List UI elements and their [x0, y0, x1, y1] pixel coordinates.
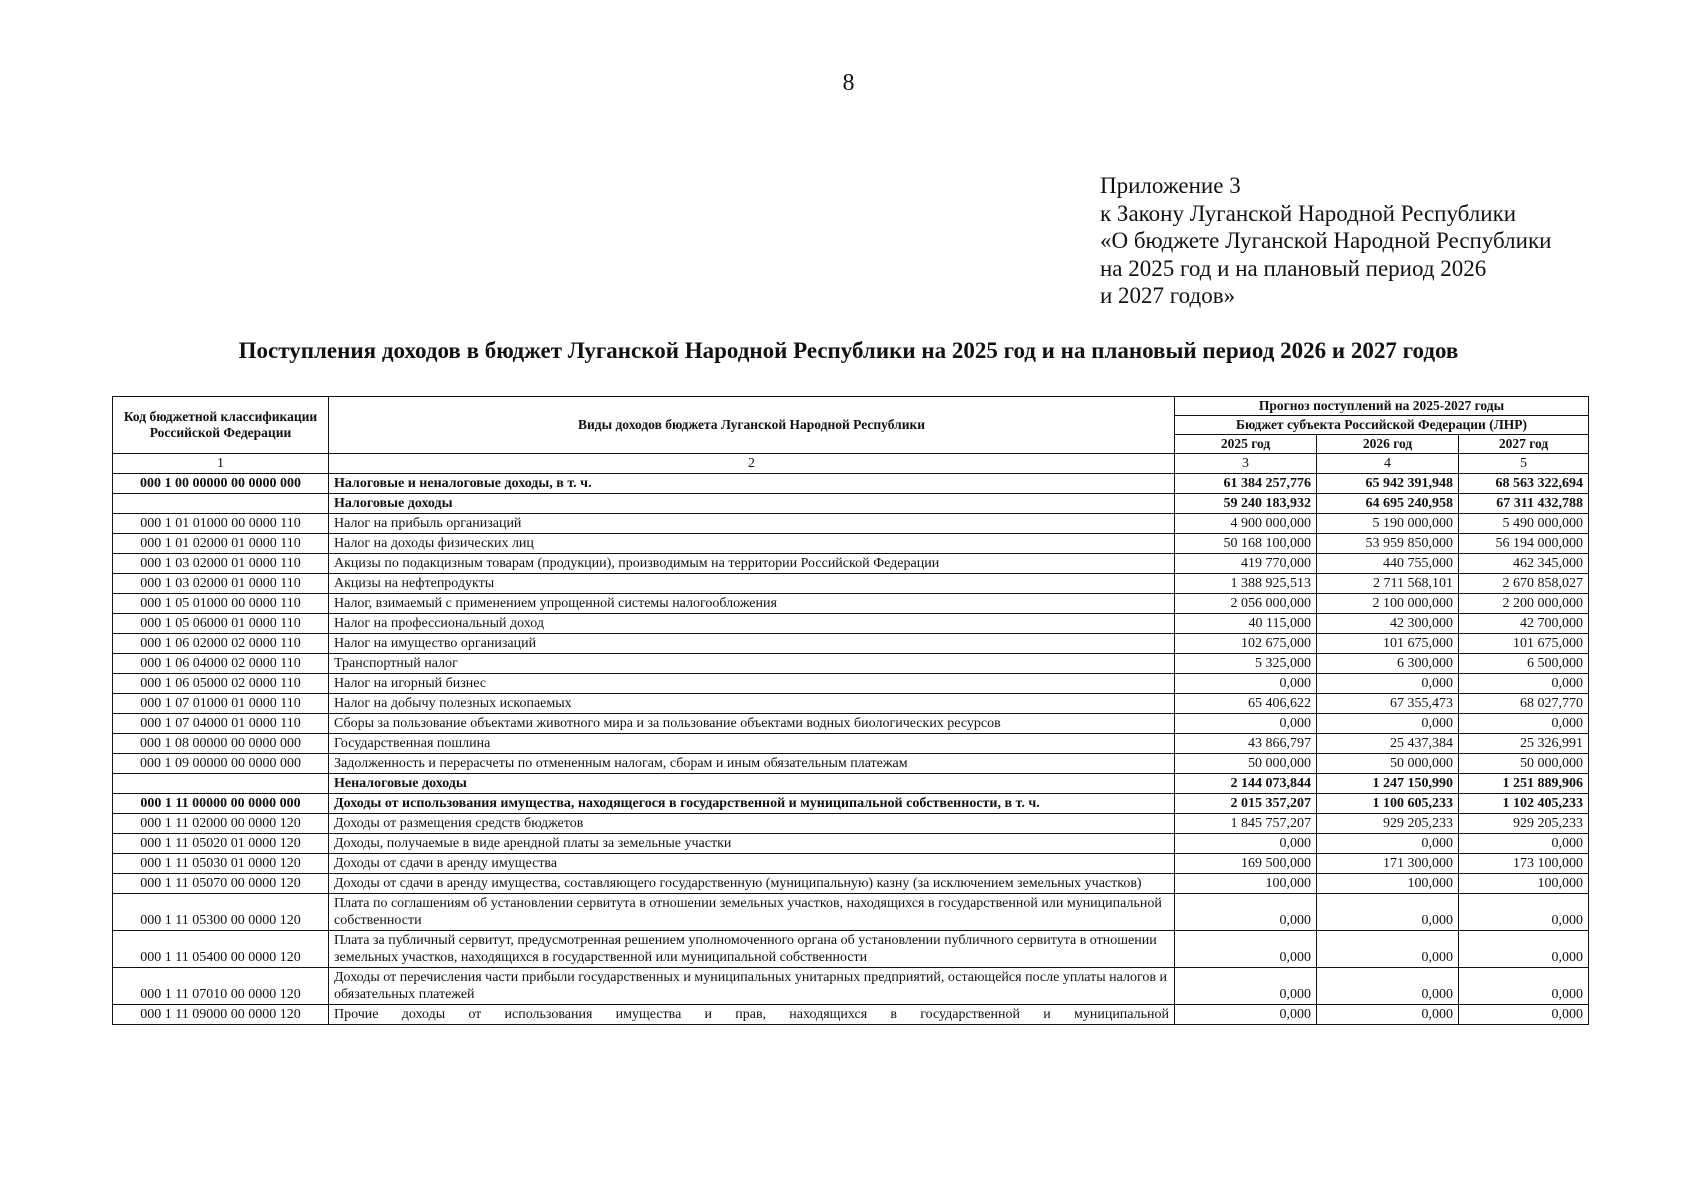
name-cell: Налоговые доходы — [329, 494, 1175, 514]
name-cell: Сборы за пользование объектами животного мира и за пользование объектами водных биологических ресурсов — [329, 714, 1175, 734]
value-2026-cell: 101 675,000 — [1317, 634, 1459, 654]
value-2027-cell: 2 670 858,027 — [1459, 574, 1589, 594]
table-row — [113, 474, 1589, 494]
value-2027-cell: 42 700,000 — [1459, 614, 1589, 634]
column-index: 1 — [113, 454, 329, 474]
header-name: Виды доходов бюджета Луганской Народной Республики — [329, 397, 1175, 454]
value-2027-cell: 0,000 — [1459, 714, 1589, 734]
value-2026-cell: 929 205,233 — [1317, 814, 1459, 834]
value-2026-cell: 0,000 — [1317, 1005, 1459, 1025]
table-row — [113, 1005, 1589, 1025]
column-index: 4 — [1317, 454, 1459, 474]
code-cell: 000 1 11 00000 00 0000 000 — [113, 794, 329, 814]
value-2027-cell: 25 326,991 — [1459, 734, 1589, 754]
code-cell: 000 1 08 00000 00 0000 000 — [113, 734, 329, 754]
value-2025-cell: 0,000 — [1175, 894, 1317, 931]
value-2025-cell: 2 056 000,000 — [1175, 594, 1317, 614]
value-2025-cell: 65 406,622 — [1175, 694, 1317, 714]
table-row — [113, 794, 1589, 814]
header-code: Код бюджетной классификации Российской Федерации — [113, 397, 329, 454]
code-cell: 000 1 03 02000 01 0000 110 — [113, 554, 329, 574]
value-2027-cell: 0,000 — [1459, 1005, 1589, 1025]
name-cell: Налог на имущество организаций — [329, 634, 1175, 654]
name-cell: Акцизы на нефтепродукты — [329, 574, 1175, 594]
column-index: 2 — [329, 454, 1175, 474]
value-2027-cell: 1 102 405,233 — [1459, 794, 1589, 814]
value-2027-cell: 5 490 000,000 — [1459, 514, 1589, 534]
value-2026-cell: 5 190 000,000 — [1317, 514, 1459, 534]
table-row — [113, 534, 1589, 554]
table-row — [113, 694, 1589, 714]
name-cell: Доходы от сдачи в аренду имущества, составляющего государственную (муниципальную) казну (за исключением земельных участков) — [329, 874, 1175, 894]
value-2026-cell: 65 942 391,948 — [1317, 474, 1459, 494]
name-cell: Государственная пошлина — [329, 734, 1175, 754]
table-row — [113, 774, 1589, 794]
table-row — [113, 634, 1589, 654]
value-2025-cell: 100,000 — [1175, 874, 1317, 894]
value-2026-cell: 100,000 — [1317, 874, 1459, 894]
revenue-table — [112, 396, 1589, 1025]
code-cell — [113, 494, 329, 514]
appendix-line: на 2025 год и на плановый период 2026 — [1100, 255, 1487, 281]
code-cell — [113, 774, 329, 794]
table-row — [113, 554, 1589, 574]
value-2025-cell: 4 900 000,000 — [1175, 514, 1317, 534]
value-2025-cell: 61 384 257,776 — [1175, 474, 1317, 494]
code-cell: 000 1 11 02000 00 0000 120 — [113, 814, 329, 834]
name-cell: Акцизы по подакцизным товарам (продукции), производимым на территории Российской Федерации — [329, 554, 1175, 574]
value-2025-cell: 2 015 357,207 — [1175, 794, 1317, 814]
value-2026-cell: 2 711 568,101 — [1317, 574, 1459, 594]
document-title: Поступления доходов в бюджет Луганской Народной Республики на 2025 год и на плановый период 2026 и 2027 годов — [238, 338, 1459, 363]
value-2027-cell: 0,000 — [1459, 968, 1589, 1005]
table-row — [113, 654, 1589, 674]
name-cell: Налоговые и неналоговые доходы, в т. ч. — [329, 474, 1175, 494]
value-2026-cell: 171 300,000 — [1317, 854, 1459, 874]
name-cell: Доходы, получаемые в виде арендной платы за земельные участки — [329, 834, 1175, 854]
value-2025-cell: 59 240 183,932 — [1175, 494, 1317, 514]
value-2027-cell: 101 675,000 — [1459, 634, 1589, 654]
value-2025-cell: 0,000 — [1175, 834, 1317, 854]
code-cell: 000 1 06 04000 02 0000 110 — [113, 654, 329, 674]
value-2027-cell: 50 000,000 — [1459, 754, 1589, 774]
value-2025-cell: 0,000 — [1175, 931, 1317, 968]
table-row — [113, 734, 1589, 754]
appendix-line: и 2027 годов» — [1100, 283, 1236, 308]
code-cell: 000 1 11 05020 01 0000 120 — [113, 834, 329, 854]
name-cell: Задолженность и перерасчеты по отмененным налогам, сборам и иным обязательным платежам — [329, 754, 1175, 774]
header-2025: 2025 год — [1175, 435, 1317, 454]
value-2026-cell: 1 247 150,990 — [1317, 774, 1459, 794]
value-2025-cell: 0,000 — [1175, 968, 1317, 1005]
value-2026-cell: 0,000 — [1317, 674, 1459, 694]
header-budget: Бюджет субъекта Российской Федерации (ЛНР) — [1175, 416, 1589, 435]
value-2026-cell: 440 755,000 — [1317, 554, 1459, 574]
value-2027-cell: 0,000 — [1459, 834, 1589, 854]
value-2027-cell: 929 205,233 — [1459, 814, 1589, 834]
value-2026-cell: 67 355,473 — [1317, 694, 1459, 714]
value-2027-cell: 173 100,000 — [1459, 854, 1589, 874]
table-header — [113, 397, 1589, 474]
value-2025-cell: 102 675,000 — [1175, 634, 1317, 654]
value-2026-cell: 0,000 — [1317, 834, 1459, 854]
table-row — [113, 574, 1589, 594]
value-2027-cell: 6 500,000 — [1459, 654, 1589, 674]
value-2026-cell: 0,000 — [1317, 894, 1459, 931]
table-row — [113, 714, 1589, 734]
table-row — [113, 814, 1589, 834]
name-cell: Плата за публичный сервитут, предусмотренная решением уполномоченного органа об установлении публичного сервитута в отношении земельных участков, находящихся в государственной или муниципальной собственности — [329, 931, 1175, 968]
value-2025-cell: 2 144 073,844 — [1175, 774, 1317, 794]
value-2027-cell: 1 251 889,906 — [1459, 774, 1589, 794]
header-forecast: Прогноз поступлений на 2025-2027 годы — [1175, 397, 1589, 416]
value-2026-cell: 42 300,000 — [1317, 614, 1459, 634]
value-2025-cell: 0,000 — [1175, 1005, 1317, 1025]
name-cell: Доходы от размещения средств бюджетов — [329, 814, 1175, 834]
code-cell: 000 1 06 02000 02 0000 110 — [113, 634, 329, 654]
value-2027-cell: 0,000 — [1459, 674, 1589, 694]
value-2026-cell: 1 100 605,233 — [1317, 794, 1459, 814]
appendix-note — [1100, 172, 1551, 310]
name-cell: Неналоговые доходы — [329, 774, 1175, 794]
value-2026-cell: 0,000 — [1317, 931, 1459, 968]
value-2025-cell: 1 388 925,513 — [1175, 574, 1317, 594]
value-2027-cell: 100,000 — [1459, 874, 1589, 894]
table-row — [113, 854, 1589, 874]
column-index: 3 — [1175, 454, 1317, 474]
value-2025-cell: 419 770,000 — [1175, 554, 1317, 574]
name-cell: Налог на прибыль организаций — [329, 514, 1175, 534]
name-cell: Налог на добычу полезных ископаемых — [329, 694, 1175, 714]
code-cell: 000 1 07 04000 01 0000 110 — [113, 714, 329, 734]
code-cell: 000 1 05 06000 01 0000 110 — [113, 614, 329, 634]
appendix-line: «О бюджете Луганской Народной Республики — [1100, 228, 1552, 253]
header-2027: 2027 год — [1459, 435, 1589, 454]
name-cell: Доходы от использования имущества, находящегося в государственной и муниципальной собственности, в т. ч. — [329, 794, 1175, 814]
value-2027-cell: 2 200 000,000 — [1459, 594, 1589, 614]
value-2025-cell: 40 115,000 — [1175, 614, 1317, 634]
code-cell: 000 1 11 05400 00 0000 120 — [113, 931, 329, 968]
name-cell: Доходы от сдачи в аренду имущества — [329, 854, 1175, 874]
table-row — [113, 674, 1589, 694]
value-2025-cell: 43 866,797 — [1175, 734, 1317, 754]
value-2025-cell: 5 325,000 — [1175, 654, 1317, 674]
value-2027-cell: 462 345,000 — [1459, 554, 1589, 574]
code-cell: 000 1 11 05070 00 0000 120 — [113, 874, 329, 894]
value-2025-cell: 0,000 — [1175, 714, 1317, 734]
table-row — [113, 594, 1589, 614]
appendix-line: Приложение 3 — [1100, 173, 1241, 198]
page-number: 8 — [842, 70, 855, 96]
value-2025-cell: 0,000 — [1175, 674, 1317, 694]
value-2027-cell: 0,000 — [1459, 894, 1589, 931]
table-row — [113, 968, 1589, 1005]
appendix-line: к Закону Луганской Народной Республики — [1100, 200, 1517, 226]
value-2027-cell: 56 194 000,000 — [1459, 534, 1589, 554]
code-cell: 000 1 05 01000 00 0000 110 — [113, 594, 329, 614]
code-cell: 000 1 01 01000 00 0000 110 — [113, 514, 329, 534]
value-2027-cell: 0,000 — [1459, 931, 1589, 968]
code-cell: 000 1 06 05000 02 0000 110 — [113, 674, 329, 694]
name-cell: Транспортный налог — [329, 654, 1175, 674]
code-cell: 000 1 00 00000 00 0000 000 — [113, 474, 329, 494]
value-2025-cell: 50 000,000 — [1175, 754, 1317, 774]
table-row — [113, 494, 1589, 514]
value-2026-cell: 6 300,000 — [1317, 654, 1459, 674]
value-2027-cell: 68 027,770 — [1459, 694, 1589, 714]
value-2026-cell: 0,000 — [1317, 968, 1459, 1005]
column-index: 5 — [1459, 454, 1589, 474]
table-row — [113, 874, 1589, 894]
table-row — [113, 834, 1589, 854]
table-row — [113, 514, 1589, 534]
code-cell: 000 1 09 00000 00 0000 000 — [113, 754, 329, 774]
name-cell: Плата по соглашениям об установлении сервитута в отношении земельных участков, находящихся в государственной или муниципальной собственности — [329, 894, 1175, 931]
code-cell: 000 1 11 05030 01 0000 120 — [113, 854, 329, 874]
code-cell: 000 1 11 07010 00 0000 120 — [113, 968, 329, 1005]
value-2026-cell: 25 437,384 — [1317, 734, 1459, 754]
name-cell: Налог на доходы физических лиц — [329, 534, 1175, 554]
value-2026-cell: 0,000 — [1317, 714, 1459, 734]
value-2025-cell: 169 500,000 — [1175, 854, 1317, 874]
table-body — [113, 474, 1589, 1025]
table-row — [113, 614, 1589, 634]
value-2027-cell: 67 311 432,788 — [1459, 494, 1589, 514]
name-cell: Налог на игорный бизнес — [329, 674, 1175, 694]
name-cell: Налог на профессиональный доход — [329, 614, 1175, 634]
table-row — [113, 894, 1589, 931]
table-row — [113, 754, 1589, 774]
table-row — [113, 931, 1589, 968]
value-2026-cell: 50 000,000 — [1317, 754, 1459, 774]
code-cell: 000 1 11 09000 00 0000 120 — [113, 1005, 329, 1025]
code-cell: 000 1 03 02000 01 0000 110 — [113, 574, 329, 594]
code-cell: 000 1 07 01000 01 0000 110 — [113, 694, 329, 714]
name-cell: Прочие доходы от использования имущества и прав, находящихся в государственной и муниципальной — [329, 1005, 1175, 1025]
value-2027-cell: 68 563 322,694 — [1459, 474, 1589, 494]
header-2026: 2026 год — [1317, 435, 1459, 454]
value-2026-cell: 64 695 240,958 — [1317, 494, 1459, 514]
code-cell: 000 1 11 05300 00 0000 120 — [113, 894, 329, 931]
value-2026-cell: 53 959 850,000 — [1317, 534, 1459, 554]
value-2026-cell: 2 100 000,000 — [1317, 594, 1459, 614]
value-2025-cell: 1 845 757,207 — [1175, 814, 1317, 834]
value-2025-cell: 50 168 100,000 — [1175, 534, 1317, 554]
name-cell: Налог, взимаемый с применением упрощенной системы налогообложения — [329, 594, 1175, 614]
code-cell: 000 1 01 02000 01 0000 110 — [113, 534, 329, 554]
name-cell: Доходы от перечисления части прибыли государственных и муниципальных унитарных предприятий, остающейся после уплаты налогов и обязательных платежей — [329, 968, 1175, 1005]
